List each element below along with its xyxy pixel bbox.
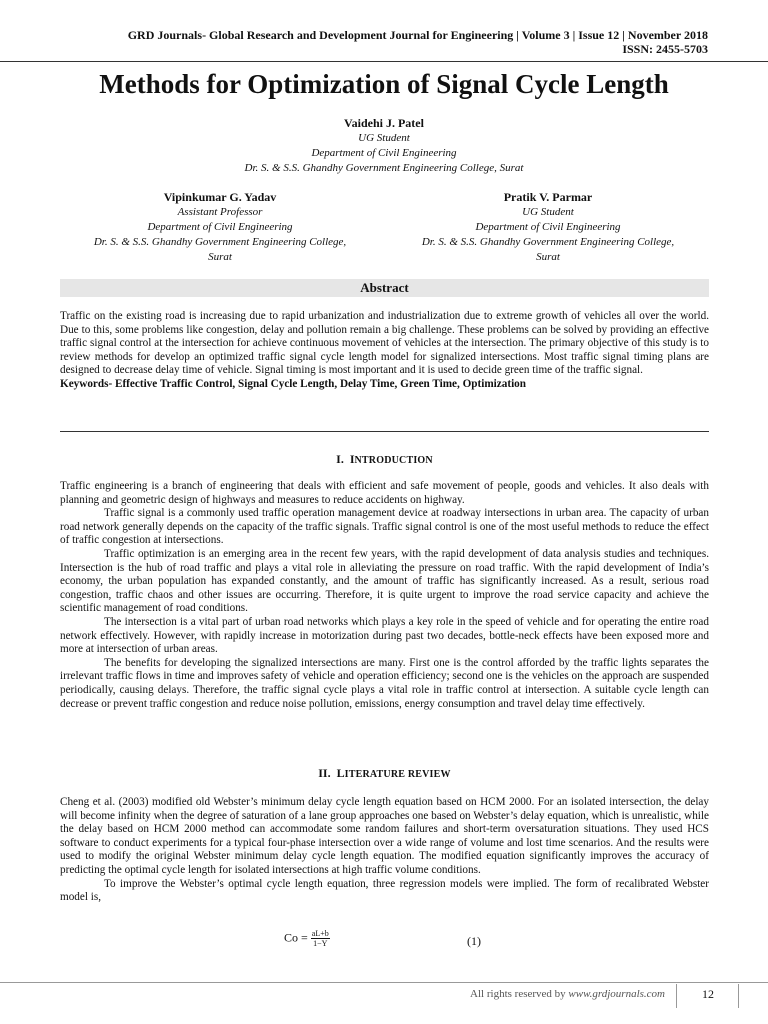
paragraph: The benefits for developing the signalized intersections are many. First one is the control afforded by the traffic lights separates the irrelevant traffic flows in time and improves safety of vehicle and operation efficiency; second one is the vehicles on the approach are suspended periodically, causing delays. Therefore, the traffic signal cycle plays a vital role in traffic control at intersection. A suitable cycle length can decrease or prevent traffic congestion and reduce noise pollution, emissions, energy consumption and travel delay time effectively. — [60, 656, 709, 710]
paragraph: To improve the Webster’s optimal cycle length equation, three regression models were implied. The form of recalibrated Webster model is, — [60, 877, 709, 904]
author-block-1 — [184, 116, 584, 176]
equation-denominator: 1−Y — [313, 939, 328, 948]
section-body-introduction — [60, 480, 709, 711]
paper-title: Methods for Optimization of Signal Cycle Length — [99, 69, 669, 99]
author-name: Vaidehi J. Patel — [344, 116, 424, 130]
author-city: Surat — [208, 251, 232, 263]
paragraph: Cheng et al. (2003) modified old Webster’s minimum delay cycle length equation based on HCM 2000. For an isolated intersection, the delay will become infinity when the degree of saturation of a lane group approaches one based on Webster’s delay equation, which is unrealistic, while the delay based on HCM 2000 method can accommodate some random failures and short-term oversaturation situations. They used HCS software to conduct experiments for a typical four-phase intersection over a wide range of volume and lost time scenarios. And the results were used to modify the original Webster minimum delay cycle length equation. The modified equation significantly improves the accuracy of predicting the optimal cycle length for isolated intersections at high traffic volume conditions. — [60, 796, 709, 876]
equation — [284, 929, 330, 948]
author-name: Vipinkumar G. Yadav — [163, 190, 277, 204]
author-role: Assistant Professor — [177, 206, 263, 218]
author-role: UG Student — [522, 206, 574, 218]
abstract-divider — [60, 431, 709, 432]
abstract-heading: Abstract — [60, 279, 709, 297]
section-title-rest: ITERATURE REVIEW — [344, 769, 451, 780]
author-block-3 — [388, 190, 708, 265]
page-number-border — [738, 984, 739, 1008]
keywords: Keywords- Effective Traffic Control, Signal Cycle Length, Delay Time, Green Time, Optimization — [60, 377, 526, 390]
author-department: Department of Civil Engineering — [311, 147, 457, 159]
footer-prefix: All rights reserved by — [470, 988, 569, 1000]
footer-website-link[interactable]: www.grdjournals.com — [568, 988, 665, 1000]
author-institution: Dr. S. & S.S. Ghandhy Government Engineering College, — [93, 236, 347, 248]
section-initial: L — [336, 766, 345, 780]
section-initial: I — [349, 452, 355, 466]
author-city: Surat — [536, 251, 560, 263]
abstract-body — [60, 310, 709, 392]
equation-lhs: Co = — [284, 930, 308, 945]
footer-rights — [380, 988, 665, 1000]
header-divider — [0, 61, 768, 62]
paragraph: The intersection is a vital part of urban road networks which plays a key role in the speed of vehicle and for operating the entire road network effectively. However, with rapidly increase in motorization during past two decades, bottle-neck effects have been exposed more and more at intersection of urban areas. — [60, 615, 709, 656]
author-institution: Dr. S. & S.S. Ghandhy Government Engineering College, Surat — [244, 162, 524, 174]
section-title-rest: NTRODUCTION — [354, 455, 433, 466]
author-department: Department of Civil Engineering — [475, 221, 621, 233]
journal-name: GRD Journals- Global Research and Development Journal for Engineering | Volume 3 | Issue 12 | November 2018 — [127, 28, 708, 42]
section-body-literature-review — [60, 796, 709, 905]
equation-number: (1) — [467, 934, 481, 948]
section-number: I. — [336, 452, 344, 466]
author-name: Pratik V. Parmar — [503, 190, 593, 204]
abstract-text: Traffic on the existing road is increasing due to rapid urbanization and industrialization due to extreme growth of vehicles all over the world. Due to this, some problems like congestion, delay and pollution remain a big challenge. These problems can be solved by providing an effective traffic signal control at the intersection for achieve continuous movement of vehicles at the intersection. The primary objective of this study is to review methods for develop an optimized traffic signal cycle length model for signalized intersections. Most traffic signal timing plans are designed to decrease delay time of vehicle. Signal timing is most important and it is used to decide green time of the traffic signal. — [60, 310, 709, 377]
footer-divider — [0, 982, 768, 983]
journal-issn: ISSN: 2455-5703 — [622, 42, 708, 56]
author-role: UG Student — [358, 132, 410, 144]
page-number: 12 — [676, 984, 739, 1008]
section-heading-introduction — [60, 452, 709, 468]
equation-fraction — [311, 929, 330, 948]
paragraph: Traffic engineering is a branch of engineering that deals with efficient and safe movement of people, goods and vehicles. It also deals with planning and geometric design of highways and measures to reduce accidents on highway. — [60, 480, 709, 506]
section-heading-literature-review — [60, 766, 709, 782]
paragraph: Traffic signal is a commonly used traffic operation management device at roadway intersections in urban area. The capacity of urban road network generally depends on the capacity of the traffic signals. Traffic signal control is one of the most useful methods to reduce the effect of traffic congestion at intersections. — [60, 507, 709, 547]
journal-header — [60, 28, 708, 56]
author-block-2 — [60, 190, 380, 265]
paragraph: Traffic optimization is an emerging area in the recent few years, with the rapid development of data analysis studies and techniques. Intersection is the hub of road traffic and plays a vital role in alleviating the pressure on road traffic. With the rapid development of India’s economy, the urban population has expanded constantly, and the amount of traffic has significantly increased. As a result, serious road congestion, traffic chaos and other issues are occurring. Therefore, it is quite urgent to improve the road service capacity and achieve the scientific management of road conditions. — [60, 547, 709, 615]
author-department: Department of Civil Engineering — [147, 221, 293, 233]
equation-numerator: aL+b — [311, 929, 329, 938]
section-number: II. — [318, 766, 331, 780]
author-institution: Dr. S. & S.S. Ghandhy Government Engineering College, — [421, 236, 675, 248]
